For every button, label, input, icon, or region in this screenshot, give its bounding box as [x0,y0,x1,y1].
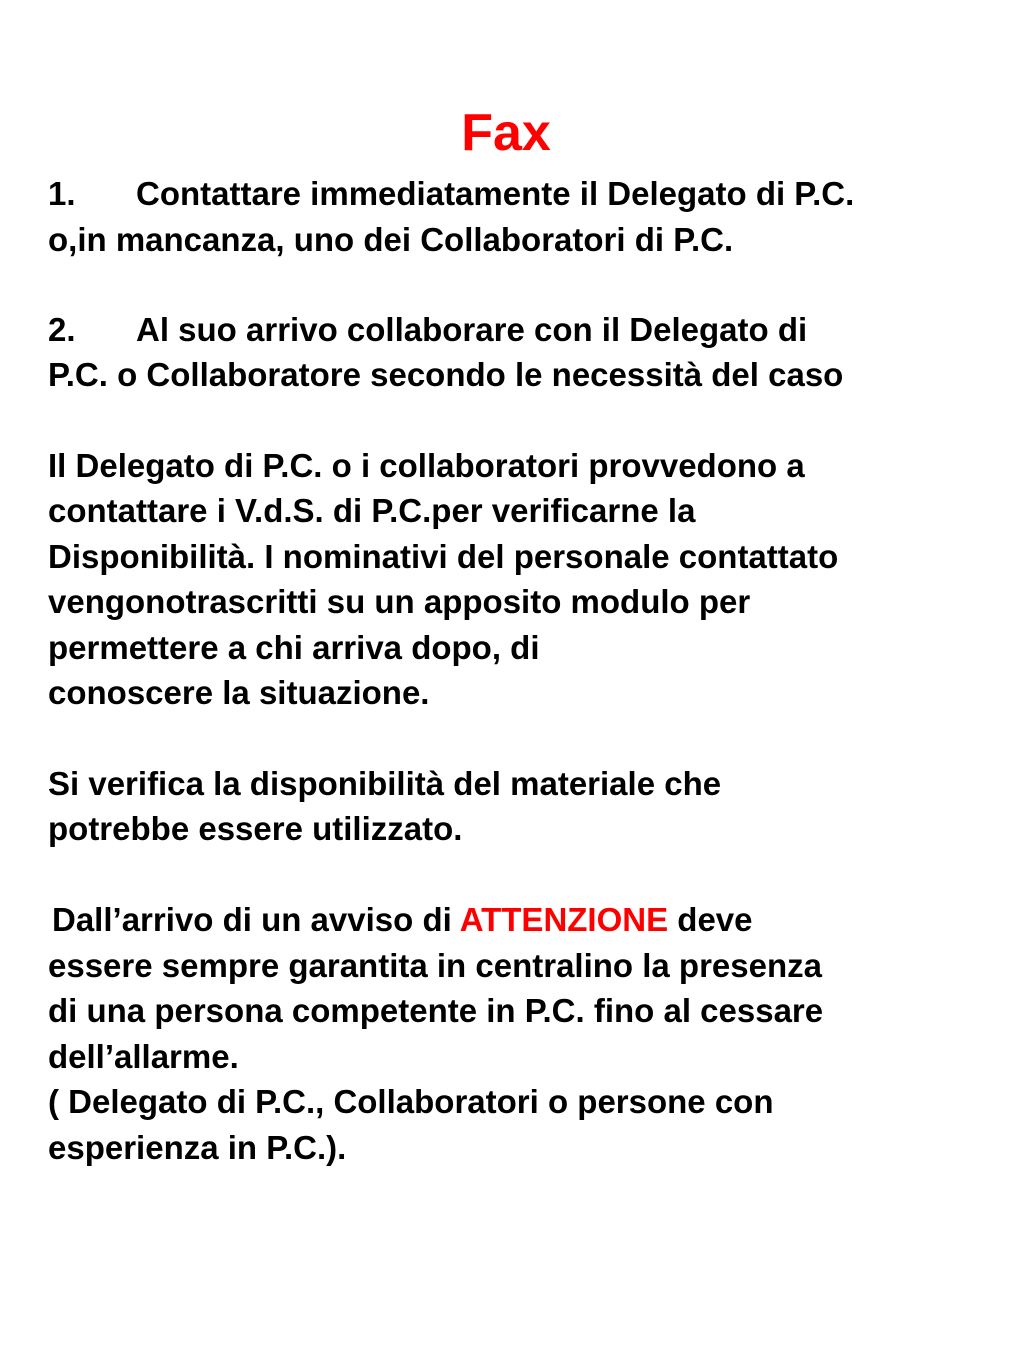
item-2-number: 2. [48,311,76,348]
paragraph-3-text-after: deve [668,901,753,938]
item-2-line-2: P.C. o Collaboratore secondo le necessità del caso [48,356,844,393]
paragraph-1-line: permettere a chi arriva dopo, di [48,629,540,666]
paragraph-1-line: vengonotrascritti su un apposito modulo per [48,583,751,620]
paragraph-3-line: ( Delegato di P.C., Collaboratori o persone con [48,1083,774,1120]
paragraph-1-line: Disponibilità. I nominativi del personale contattato [48,538,839,575]
page-title: Fax [461,104,551,162]
paragraph-3-line: dell’allarme. [48,1038,239,1075]
paragraph-1-line: contattare i V.d.S. di P.C.per verificarne la [48,492,696,529]
paragraph-1-line: Il Delegato di P.C. o i collaboratori provvedono a [48,447,805,484]
paragraph-3-line-1 [52,900,753,940]
item-2-text-1: Al suo arrivo collaborare con il Delegato di [136,311,808,348]
paragraph-2-line: potrebbe essere utilizzato. [48,810,463,847]
item-1-number: 1. [48,175,76,212]
paragraph-3-line: essere sempre garantita in centralino la presenza [48,947,823,984]
paragraph-3-text-before: Dall’arrivo di un avviso di [52,901,460,938]
item-1-line-2: o,in mancanza, uno dei Collaboratori di P.C. [48,221,734,258]
paragraph-3-line: di una persona competente in P.C. fino al cessare [48,992,824,1029]
paragraph-3-line: esperienza in P.C.). [48,1129,347,1166]
item-1-text-1: Contattare immediatamente il Delegato di P.C. [136,175,855,212]
paragraph-1-line: conoscere la situazione. [48,674,430,711]
item-2-line-1 [48,310,807,350]
paragraph-2-line: Si verifica la disponibilità del materiale che [48,765,722,802]
attenzione-highlight: ATTENZIONE [459,901,669,938]
item-1-line-1 [48,174,854,214]
